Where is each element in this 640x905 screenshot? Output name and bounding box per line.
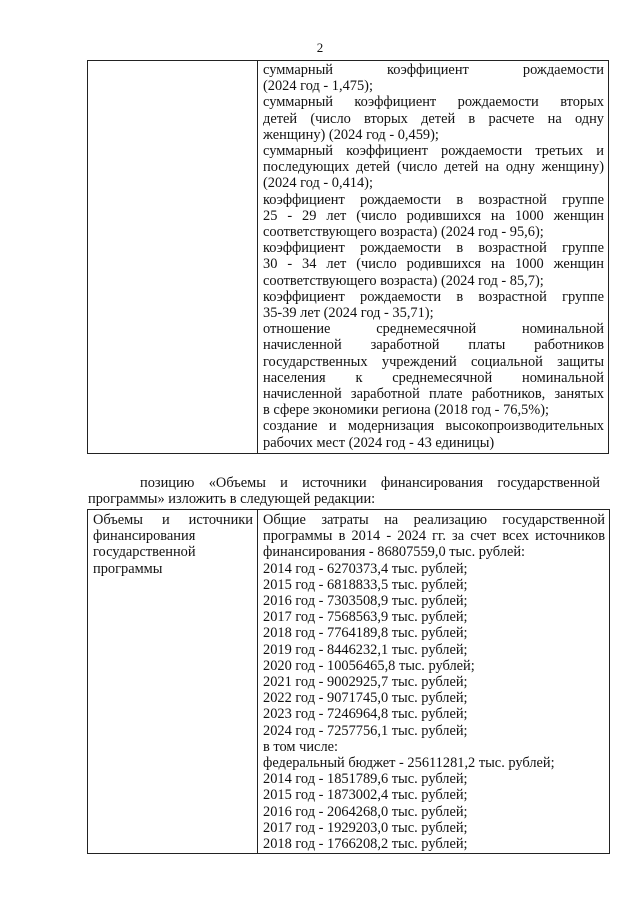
text-line: 2021 год - 9002925,7 тыс. рублей; (263, 674, 468, 691)
text-line: рабочих мест (2024 год - 43 единицы) (263, 434, 495, 451)
text-line: федеральный бюджет - 25611281,2 тыс. рублей; (263, 755, 555, 772)
text-line: 2014 год - 1851789,6 тыс. рублей; (263, 771, 468, 788)
text-line: начисленной заработной плате работников, занятых (263, 386, 604, 403)
text-line: 2018 год - 1766208,2 тыс. рублей; (263, 836, 468, 853)
text-line: программы в 2014 - 2024 гг. за счет всех источников (263, 528, 605, 545)
text-line: программы (93, 560, 163, 577)
text-line: государственной (93, 544, 196, 561)
text-line: 2015 год - 1873002,4 тыс. рублей; (263, 787, 468, 804)
funding-label-cell (88, 510, 258, 854)
text-line: женщину) (2024 год - 0,459); (263, 126, 439, 143)
funding-table (87, 509, 610, 854)
text-line: 2022 год - 9071745,0 тыс. рублей; (263, 690, 468, 707)
table-cell-empty (88, 61, 258, 454)
text-line: коэффициент рождаемости в возрастной группе (263, 191, 604, 208)
text-line: 2016 год - 7303508,9 тыс. рублей; (263, 593, 468, 610)
text-line: 2018 год - 7764189,8 тыс. рублей; (263, 625, 468, 642)
text-line: соответствующего возраста) (2024 год - 85,7); (263, 272, 544, 289)
text-line: финансирования - 86807559,0 тыс. рублей: (263, 544, 526, 561)
text-line: суммарный коэффициент рождаемости вторых (263, 94, 604, 111)
text-line: (2024 год - 1,475); (263, 78, 373, 95)
text-line: финансирования (93, 528, 196, 545)
text-line: в сфере экономики региона (2018 год - 76,5%); (263, 402, 550, 419)
text-line: начисленной заработной платы работников (263, 337, 604, 354)
text-line: коэффициент рождаемости в возрастной группе (263, 240, 604, 257)
text-line: 2017 год - 1929203,0 тыс. рублей; (263, 819, 468, 836)
funding-label-text (93, 512, 253, 577)
text-line: населения к среднемесячной номинальной (263, 369, 604, 386)
text-line: Объемы и источники (93, 512, 253, 528)
indicators-table (87, 60, 609, 454)
text-line: детей (число вторых детей в расчете на одну (263, 110, 604, 127)
indicators-cell (258, 61, 609, 454)
text-line: 2019 год - 8446232,1 тыс. рублей; (263, 641, 468, 658)
table-row (88, 61, 609, 454)
text-line: 30 - 34 лет (число родившихся на 1000 женщин (263, 256, 604, 273)
text-line: коэффициент рождаемости в возрастной группе (263, 288, 604, 305)
text-line: 2015 год - 6818833,5 тыс. рублей; (263, 576, 468, 593)
text-line: 2020 год - 10056465,8 тыс. рублей; (263, 657, 475, 674)
text-line: 2024 год - 7257756,1 тыс. рублей; (263, 722, 468, 739)
text-line: 35-39 лет (2024 год - 35,71); (263, 305, 434, 322)
text-line: 2023 год - 7246964,8 тыс. рублей; (263, 706, 468, 723)
text-line: 2017 год - 7568563,9 тыс. рублей; (263, 609, 468, 626)
text-line: соответствующего возраста) (2024 год - 95,6); (263, 224, 544, 241)
funding-values-text (263, 512, 605, 852)
text-line: 25 - 29 лет (число родившихся на 1000 женщин (263, 207, 604, 224)
text-line: Общие затраты на реализацию государственной (263, 512, 605, 528)
amendment-paragraph (88, 475, 600, 507)
text-line: 2016 год - 2064268,0 тыс. рублей; (263, 803, 468, 820)
text-line: отношение среднемесячной номинальной (263, 321, 604, 338)
text-line: (2024 год - 0,414); (263, 175, 373, 192)
table-row (88, 510, 610, 854)
text-line: суммарный коэффициент рождаемости третьих и (263, 143, 604, 160)
funding-values-cell (258, 510, 610, 854)
text-line: в том числе: (263, 738, 339, 755)
text-line: государственных учреждений социальной защиты (263, 353, 604, 370)
text-line: последующих детей (число детей на одну женщину) (263, 159, 604, 176)
paragraph-line: позицию «Объемы и источники финансирования государственной (140, 475, 600, 491)
page-number: 2 (316, 40, 324, 55)
text-line: 2014 год - 6270373,4 тыс. рублей; (263, 560, 468, 577)
indicators-text (263, 62, 604, 451)
paragraph-line: программы» изложить в следующей редакции: (88, 491, 376, 508)
text-line: создание и модернизация высокопроизводительных (263, 418, 604, 435)
text-line: суммарный коэффициент рождаемости (263, 62, 604, 78)
